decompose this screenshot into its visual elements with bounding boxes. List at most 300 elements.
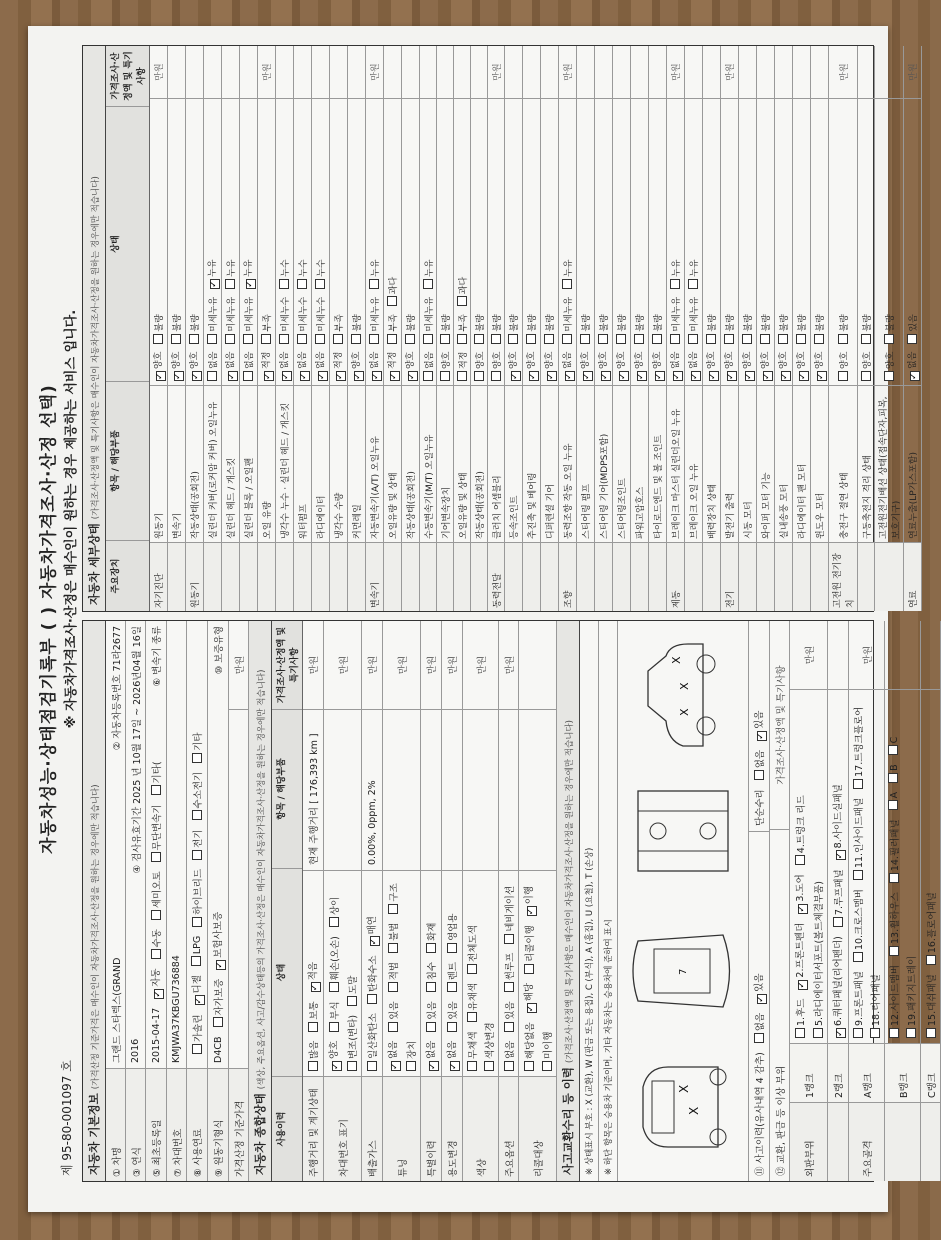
overall-option [502,953,516,993]
detail-option-label: 없음 [209,351,219,369]
transmission-checkbox[interactable] [154,989,164,999]
overall-checkbox[interactable] [367,994,377,1004]
detail-option-label: 없음 [245,351,255,369]
detail-option [473,352,486,381]
detail-option-label: 양호 [707,351,717,369]
detail-checkbox[interactable] [225,334,235,344]
transmission-checkbox[interactable] [151,910,161,920]
overall-checkbox[interactable] [447,982,457,992]
detail-checkbox[interactable] [369,334,379,344]
damage-part-checkbox[interactable] [926,955,936,965]
detail-state [348,99,365,385]
detail-checkbox[interactable] [670,279,680,289]
svg-text:X: X [678,682,691,690]
detail-checkbox[interactable] [423,279,433,289]
overall-remark [519,621,556,710]
transmission-option-label: 무단변속기 [152,804,163,851]
detail-checkbox[interactable] [601,371,611,381]
overall-options [362,871,382,1076]
detail-checkbox[interactable] [763,371,773,381]
overall-remark: 만원 [442,621,462,710]
overall-checkbox[interactable] [467,1012,477,1022]
fuel-checkbox[interactable] [192,1044,202,1054]
simple-repair-option-label: 없음 [755,749,766,769]
detail-option [776,352,791,381]
detail-checkbox[interactable] [637,371,647,381]
detail-remark [505,46,522,99]
overall-checkbox[interactable] [426,1022,436,1032]
detail-option [242,297,255,344]
detail-checkbox[interactable] [457,296,467,306]
detail-checkbox[interactable] [318,371,328,381]
overall-checkbox[interactable] [484,1061,494,1071]
damage-rank-row [921,621,941,1181]
car-diagram-area [618,621,749,1181]
damage-part-checkbox[interactable] [795,855,805,865]
detail-option-label: 불량 [528,314,538,332]
overall-label: 특별이력 [421,1076,441,1181]
damage-part-checkbox[interactable] [836,1028,846,1038]
fuel-checkbox[interactable] [195,995,205,1005]
detail-item: 윈도우 모터 [811,385,828,542]
detail-checkbox[interactable] [634,334,644,344]
detail-checkbox[interactable] [440,334,450,344]
detail-checkbox[interactable] [207,334,217,344]
detail-checkbox[interactable] [315,334,325,344]
overall-option-label: 상이 [330,896,341,916]
detail-row [294,46,312,611]
basic-info-row [126,621,146,1181]
detail-checkbox[interactable] [474,371,484,381]
detail-checkbox[interactable] [580,334,590,344]
detail-checkbox[interactable] [457,371,467,381]
overall-checkbox[interactable] [524,1061,534,1071]
overall-checkbox[interactable] [504,1022,514,1032]
overall-option [540,1031,554,1071]
basic-info-value [169,621,184,1068]
detail-item: 브레이크 마스터 실린더오일 누유 [667,385,684,542]
detail-checkbox[interactable] [884,334,894,344]
overall-option [465,925,479,974]
detail-checkbox[interactable] [369,279,379,289]
detail-checkbox[interactable] [300,371,310,381]
overall-checkbox[interactable] [504,982,514,992]
rotated-page [28,26,938,1212]
detail-checkbox[interactable] [408,371,418,381]
detail-checkbox[interactable] [709,371,719,381]
transmission-option [149,871,163,920]
detail-checkbox[interactable] [243,334,253,344]
svg-text:X: X [687,1106,701,1115]
damage-part-checkbox[interactable] [888,800,898,810]
detail-checkbox[interactable] [907,334,917,344]
detail-remark [577,46,594,99]
damage-part-checkbox[interactable] [926,1028,936,1038]
detail-checkbox[interactable] [745,371,755,381]
damage-part-checkbox[interactable] [889,1028,899,1038]
detail-option [860,352,873,381]
detail-option-label: 양호 [527,351,537,369]
damage-part-option [924,892,938,965]
detail-option [905,352,920,381]
damage-part-option-label: 4.트렁크 리드 [796,795,807,854]
detail-checkbox[interactable] [547,371,557,381]
detail-checkbox[interactable] [387,296,397,306]
detail-option-label: 없음 [370,351,380,369]
detail-checkbox[interactable] [526,334,536,344]
detail-checkbox[interactable] [619,371,629,381]
detail-state [472,99,487,385]
overall-option-label: 네비게이션 [504,885,516,932]
car-side-diagram [628,636,738,756]
damage-part-checkbox[interactable] [833,917,843,927]
detail-checkbox[interactable] [153,334,163,344]
overall-checkbox[interactable] [347,996,357,1006]
detail-group: 전기 [721,542,738,611]
damage-group-label [885,1102,920,1181]
detail-option-label: 불량 [744,314,754,332]
overall-option [404,1041,418,1071]
overall-checkbox[interactable] [391,1061,401,1071]
detail-option [758,352,773,381]
transmission-checkbox[interactable] [151,852,161,862]
detail-checkbox[interactable] [760,334,770,344]
detail-item: 작동상태(공회전) [402,385,419,542]
detail-state [421,99,436,385]
damage-part-option [887,965,901,1038]
detail-checkbox[interactable] [246,279,256,289]
overall-checkbox[interactable] [388,943,398,953]
detail-checkbox[interactable] [511,371,521,381]
detail-checkbox[interactable] [228,371,238,381]
overall-option [445,913,459,953]
detail-option [633,314,646,343]
overall-option-label: 있음 [427,1001,438,1020]
detail-state [168,99,185,385]
detail-checkbox[interactable] [156,371,166,381]
detail-checkbox[interactable] [279,334,289,344]
damage-part-checkbox[interactable] [798,980,808,990]
damage-part-option [793,795,807,865]
detail-row [150,46,168,611]
overall-checkbox[interactable] [467,964,477,974]
detail-option-label: 미세누유 [245,296,255,332]
detail-option-label: 양호 [617,351,627,369]
detail-group [454,542,470,611]
detail-option [386,314,399,343]
damage-part-checkbox[interactable] [853,952,863,962]
overall-option [386,1001,400,1031]
detail-state [775,99,792,385]
detail-checkbox[interactable] [189,334,199,344]
damage-part-checkbox[interactable] [853,1028,863,1038]
detail-option [883,314,896,343]
overall-checkbox[interactable] [388,982,398,992]
detail-option-label: 양호 [190,351,200,369]
detail-group [505,542,522,611]
overall-checkbox[interactable] [329,917,339,927]
detail-checkbox[interactable] [264,371,274,381]
detail-option-label: 누유 [690,259,700,277]
detail-checkbox[interactable] [333,334,343,344]
detail-option [296,297,309,344]
detail-checkbox[interactable] [354,371,364,381]
detail-checkbox[interactable] [351,334,361,344]
detail-checkbox[interactable] [652,334,662,344]
damage-part-checkbox[interactable] [870,1028,880,1038]
detail-item: 동력조향 작동 오일 누유 [559,385,576,542]
basic-info-label: ③ 연식 [126,1068,145,1181]
detail-checkbox[interactable] [207,371,217,381]
damage-part-checkbox[interactable] [889,873,899,883]
detail-checkbox[interactable] [583,371,593,381]
overall-label: 주요옵션 [499,1076,518,1181]
damage-part-checkbox[interactable] [813,1028,823,1038]
detail-checkbox[interactable] [727,371,737,381]
overall-checkbox[interactable] [426,982,436,992]
damage-part-checkbox[interactable] [853,870,863,880]
damage-part-option-label: 2.프론트펜더 [795,922,806,978]
detail-state [222,99,239,385]
detail-option-label: 없음 [226,351,236,369]
detail-checkbox[interactable] [243,371,253,381]
detail-checkbox[interactable] [174,371,184,381]
overall-checkbox[interactable] [527,906,537,916]
fuel-option-label: 하이브리드 [193,868,204,915]
detail-option [332,314,345,343]
basic-info-heading: 자동차 기본정보 (가격산정 기준가격은 매수인이 자동차가격조사·산정을 원하는 경우에만 적습니다) [83,621,106,1181]
overall-checkbox[interactable] [308,1061,318,1071]
detail-checkbox[interactable] [405,334,415,344]
detail-checkbox[interactable] [861,371,871,381]
overall-checkbox[interactable] [311,982,321,992]
detail-checkbox[interactable] [423,334,433,344]
warranty-checkbox[interactable] [216,960,226,970]
overall-checkbox[interactable] [388,1022,398,1032]
overall-checkbox[interactable] [447,943,457,953]
detail-group [775,542,792,611]
detail-checkbox[interactable] [225,279,235,289]
detail-option [206,297,219,344]
detail-item: 발전기 출력 [721,385,738,542]
overall-checkbox[interactable] [527,1003,537,1013]
overall-option-label: 많음 [309,1040,320,1059]
detail-checkbox[interactable] [529,371,539,381]
overall-checkbox[interactable] [367,1061,377,1071]
overall-checkbox[interactable] [429,1061,439,1071]
damage-group-label: 주요골격 [849,1102,884,1181]
overall-checkbox[interactable] [467,1061,477,1071]
damage-part-checkbox[interactable] [798,904,808,914]
detail-checkbox[interactable] [742,334,752,344]
detail-checkbox[interactable] [336,371,346,381]
detail-group [858,542,874,611]
damage-part-checkbox[interactable] [836,850,846,860]
detail-checkbox[interactable] [423,371,433,381]
detail-checkbox[interactable] [390,371,400,381]
overall-checkbox[interactable] [426,943,436,953]
detail-checkbox[interactable] [440,371,450,381]
overall-option-label: 불법 [389,922,400,941]
detail-item: 변속기 [168,385,185,542]
detail-checkbox[interactable] [861,334,871,344]
overall-option-label: 있음 [504,1001,516,1020]
detail-checkbox[interactable] [688,334,698,344]
damage-part-option-label: 5.라디에이터서포트(볼트체결부품) [814,881,825,1026]
detail-checkbox[interactable] [171,334,181,344]
detail-item: 등속조인트 [505,385,522,542]
overall-option [365,1013,379,1071]
damage-part-checkbox[interactable] [906,1028,916,1038]
overall-checkbox[interactable] [308,1022,318,1032]
detail-checkbox[interactable] [457,334,467,344]
detail-checkbox[interactable] [297,334,307,344]
detail-checkbox[interactable] [910,371,920,381]
damage-part-checkbox[interactable] [889,946,899,956]
accident-history-checkbox[interactable] [757,994,767,1004]
detail-row [631,46,649,611]
fuel-checkbox[interactable] [192,917,202,927]
detail-row [739,46,757,611]
detail-option-label: 양호 [441,351,452,369]
detail-checkbox[interactable] [799,371,809,381]
detail-checkbox[interactable] [261,334,271,344]
overall-checkbox[interactable] [447,1022,457,1032]
accident-history-checkbox[interactable] [754,1033,764,1043]
detail-checkbox[interactable] [796,334,806,344]
detail-checkbox[interactable] [297,279,307,289]
damage-part-option-label: 18.리어패널 [871,974,882,1026]
detail-checkbox[interactable] [508,334,518,344]
transmission-checkbox[interactable] [151,949,161,959]
fuel-option [190,772,204,821]
detail-checkbox[interactable] [565,371,575,381]
overall-checkbox[interactable] [542,1061,552,1071]
fuel-checkbox[interactable] [191,956,201,966]
detail-checkbox[interactable] [706,334,716,344]
overall-option-label: 전체도색 [468,925,479,962]
overall-checkbox[interactable] [370,936,380,946]
detail-checkbox[interactable] [691,371,701,381]
detail-checkbox[interactable] [210,279,220,289]
basic-info-row [106,621,126,1181]
transmission-checkbox[interactable] [151,785,161,795]
damage-part-checkbox[interactable] [888,773,898,783]
detail-remark [631,46,648,99]
detail-checkbox[interactable] [838,371,848,381]
overall-checkbox[interactable] [329,982,339,992]
overall-option-label: 도말 [348,975,359,994]
detail-checkbox[interactable] [562,279,572,289]
detail-checkbox[interactable] [817,371,827,381]
detail-group: 연료 [904,542,921,611]
overall-checkbox[interactable] [504,1061,514,1071]
detail-checkbox[interactable] [372,371,382,381]
detail-row [488,46,505,611]
detail-option [456,352,469,381]
detail-checkbox[interactable] [387,334,397,344]
overall-checkbox[interactable] [450,1061,460,1071]
detail-checkbox[interactable] [474,334,484,344]
damage-part-checkbox[interactable] [853,779,863,789]
detail-state [384,99,401,385]
damage-part-checkbox[interactable] [795,1028,805,1038]
detail-option [278,297,291,344]
overall-checkbox[interactable] [524,964,534,974]
damage-part-checkbox[interactable] [888,745,898,755]
detail-remark [775,46,792,99]
detail-option-label: 불량 [636,314,646,332]
detail-option [259,352,274,381]
detail-remark [186,46,203,99]
detail-checkbox[interactable] [724,334,734,344]
overall-option-label: 탄화수소 [368,955,379,993]
basic-info-row [208,621,229,1181]
detail-row [222,46,240,611]
overall-checkbox[interactable] [347,1061,357,1071]
detail-option [403,352,418,381]
detail-checkbox[interactable] [616,334,626,344]
simple-repair-checkbox[interactable] [754,770,764,780]
detail-checkbox[interactable] [491,334,501,344]
detail-checkbox[interactable] [670,334,680,344]
detail-checkbox[interactable] [279,279,289,289]
detail-checkbox[interactable] [688,279,698,289]
overall-option [465,983,479,1023]
detail-checkbox[interactable] [781,371,791,381]
overall-checkbox[interactable] [388,904,398,914]
detail-checkbox[interactable] [282,371,292,381]
basic-info-extra: ④ 검사유효기간 2025 년 10월 17일 ~ 2026년04월 16일 [131,626,143,874]
detail-checkbox[interactable] [544,334,554,344]
overall-checkbox[interactable] [329,1022,339,1032]
overall-checkbox[interactable] [332,1061,342,1071]
detail-checkbox[interactable] [838,334,848,344]
detail-checkbox[interactable] [673,371,683,381]
detail-checkbox[interactable] [655,371,665,381]
detail-item: 작동상태(공회전) [471,385,487,542]
damage-rank-row [885,621,921,1181]
overall-checkbox[interactable] [504,934,514,944]
detail-group [613,542,630,611]
fuel-checkbox[interactable] [192,753,202,763]
overall-row [519,621,557,1181]
simple-repair-checkbox[interactable] [757,731,767,741]
fuel-checkbox[interactable] [192,850,202,860]
detail-option [205,259,220,288]
detail-item: 클러치 어셈블리 [488,385,504,542]
overall-option [386,883,400,913]
warranty-checkbox[interactable] [213,1017,223,1027]
detail-checkbox[interactable] [778,334,788,344]
detail-checkbox[interactable] [315,279,325,289]
detail-checkbox[interactable] [491,371,501,381]
detail-option-label: 불량 [492,314,503,332]
overall-option-label: 적법 [389,961,400,981]
detail-checkbox[interactable] [814,334,824,344]
detail-checkbox[interactable] [884,371,894,381]
detail-option [151,352,166,381]
overall-option [502,1041,516,1071]
detail-checkbox[interactable] [598,334,608,344]
detail-checkbox[interactable] [562,334,572,344]
detail-option-label: 불량 [862,314,873,332]
overall-checkbox[interactable] [406,1061,416,1071]
basic-info-table [106,621,229,1181]
detail-checkbox[interactable] [192,371,202,381]
detail-option [314,259,327,288]
fuel-checkbox[interactable] [192,810,202,820]
